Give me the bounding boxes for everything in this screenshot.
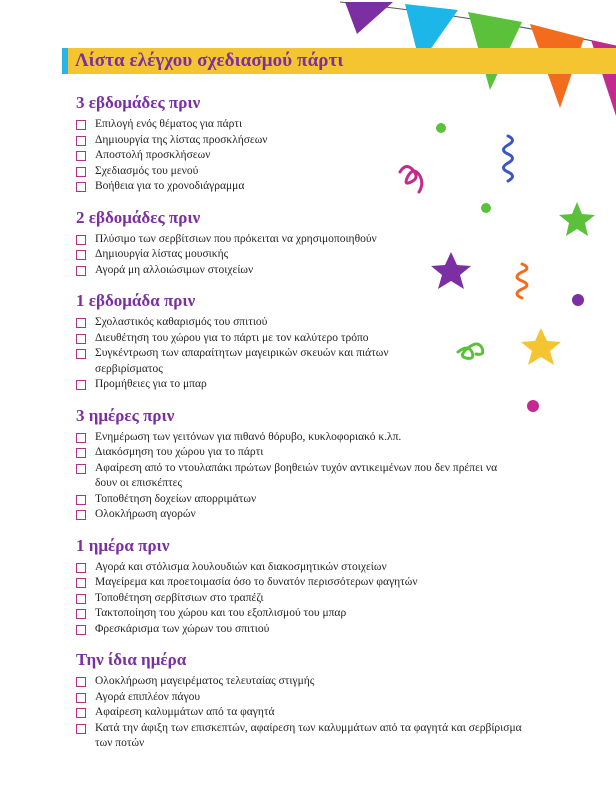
checklist xyxy=(76,92,536,764)
section-heading: 1 ημέρα πριν xyxy=(76,535,170,555)
task-label: Αγορά και στόλισμα λουλουδιών και διακοσμητικών στοιχείων xyxy=(95,560,387,573)
task-label: Αγορά επιπλέον πάγου xyxy=(95,690,201,703)
checklist-item xyxy=(76,622,536,638)
checklist-item xyxy=(76,507,536,523)
checklist-item xyxy=(76,461,536,492)
task-label: Τακτοποίηση του χώρου και του εξοπλισμού του μπαρ xyxy=(95,607,347,619)
task-label: Δημιουργία λίστας μουσικής xyxy=(95,248,229,260)
checkbox[interactable] xyxy=(76,563,86,573)
section-heading: 2 εβδομάδες πριν xyxy=(76,207,201,227)
checkbox[interactable] xyxy=(76,433,86,443)
checkbox[interactable] xyxy=(76,235,86,245)
checkbox[interactable] xyxy=(76,380,86,390)
task-label: Ολοκλήρωση μαγειρέματος τελευταίας στιγμής xyxy=(95,675,315,687)
task-label: Βοήθεια για το χρονοδιάγραμμα xyxy=(95,180,245,192)
checklist-item xyxy=(76,346,536,377)
task-label: Κατά την άφιξη των επισκεπτών, αφαίρεση των καλυμμάτων από τα φαγητά και σερβίρισμα των ποτών xyxy=(95,721,522,749)
task-label: Αφαίρεση από το ντουλαπάκι πρώτων βοηθειών τυχόν αντικειμένων που δεν πρέπει να δουν οι επισκέπτες xyxy=(95,461,498,489)
checkbox[interactable] xyxy=(76,578,86,588)
task-label: Φρεσκάρισμα των χώρων του σπιτιού xyxy=(95,622,270,635)
task-label: Συγκέντρωση των απαραίτητων μαγειρικών σκευών και πιάτων σερβιρίσματος xyxy=(95,347,389,375)
checklist-item xyxy=(76,331,536,347)
section-heading: Την ίδια ημέρα xyxy=(76,650,187,669)
confetti-dot-purple xyxy=(572,294,584,306)
checkbox[interactable] xyxy=(76,609,86,619)
checkbox[interactable] xyxy=(76,594,86,604)
task-list xyxy=(76,315,536,393)
checkbox[interactable] xyxy=(76,693,86,703)
checklist-item xyxy=(76,164,536,180)
checklist-item xyxy=(76,674,536,690)
checkbox[interactable] xyxy=(76,724,86,734)
section-heading: 3 εβδομάδες πριν xyxy=(76,93,201,112)
section-2-weeks-before xyxy=(76,207,536,279)
task-label: Ολοκλήρωση αγορών xyxy=(95,508,196,520)
checkbox[interactable] xyxy=(76,167,86,177)
checkbox[interactable] xyxy=(76,120,86,130)
checkbox[interactable] xyxy=(76,708,86,718)
checklist-item xyxy=(76,430,536,446)
bunting-flag-purple xyxy=(345,2,393,34)
checklist-item xyxy=(76,377,536,393)
checkbox[interactable] xyxy=(76,334,86,344)
checklist-item xyxy=(76,179,536,195)
checklist-item xyxy=(76,591,536,607)
checkbox[interactable] xyxy=(76,625,86,635)
task-list xyxy=(76,232,536,279)
checklist-item xyxy=(76,560,536,576)
section-same-day xyxy=(76,649,536,752)
task-label: Αφαίρεση καλυμμάτων από τα φαγητά xyxy=(95,706,275,718)
task-label: Προμήθειες για το μπαρ xyxy=(95,378,207,390)
checkbox[interactable] xyxy=(76,250,86,260)
checklist-item xyxy=(76,705,536,721)
checklist-item xyxy=(76,690,536,706)
section-3-weeks-before xyxy=(76,92,536,195)
checklist-item xyxy=(76,148,536,164)
star-green-icon xyxy=(559,202,595,236)
task-label: Δημιουργία της λίστας προσκλήσεων xyxy=(95,133,268,146)
checklist-item xyxy=(76,606,536,622)
checkbox[interactable] xyxy=(76,510,86,520)
task-label: Διευθέτηση του χώρου για το πάρτι με τον καλύτερο τρόπο xyxy=(95,331,369,344)
section-1-day-before xyxy=(76,535,536,638)
checkbox[interactable] xyxy=(76,464,86,474)
checkbox[interactable] xyxy=(76,677,86,687)
task-label: Ενημέρωση των γειτόνων για πιθανό θόρυβο, κυκλοφοριακό κ.λπ. xyxy=(95,430,402,443)
checkbox[interactable] xyxy=(76,136,86,146)
task-label: Σχολαστικός καθαρισμός του σπιτιού xyxy=(95,316,268,328)
title-accent-bar xyxy=(62,48,68,74)
task-list xyxy=(76,117,536,195)
section-heading: 1 εβδομάδα πριν xyxy=(76,291,196,310)
checklist-item xyxy=(76,575,536,591)
task-label: Μαγείρεμα και προετοιμασία όσο το δυνατόν περισσότερων φαγητών xyxy=(95,576,418,588)
section-3-days-before xyxy=(76,405,536,523)
checkbox[interactable] xyxy=(76,349,86,359)
section-heading: 3 ημέρες πριν xyxy=(76,405,175,425)
task-label: Πλύσιμο των σερβίτσιων που πρόκειται να χρησιμοποιηθούν xyxy=(95,232,377,245)
task-label: Τοποθέτηση σερβίτσιων στο τραπέζι xyxy=(95,591,264,604)
checklist-item xyxy=(76,492,536,508)
page-title: Λίστα ελέγχου σχεδιασμού πάρτι xyxy=(75,50,344,71)
task-label: Επιλογή ενός θέματος για πάρτι xyxy=(95,118,243,130)
checklist-item xyxy=(76,263,536,279)
section-1-week-before xyxy=(76,290,536,393)
checkbox[interactable] xyxy=(76,448,86,458)
checklist-item xyxy=(76,445,536,461)
checklist-item xyxy=(76,232,536,248)
task-list xyxy=(76,430,536,523)
checkbox[interactable] xyxy=(76,318,86,328)
task-label: Αγορά μη αλλοιώσιμων στοιχείων xyxy=(95,263,254,276)
checklist-item xyxy=(76,315,536,331)
task-label: Σχεδιασμός του μενού xyxy=(95,164,199,177)
checkbox[interactable] xyxy=(76,151,86,161)
checklist-item xyxy=(76,117,536,133)
checklist-item xyxy=(76,721,536,752)
checkbox[interactable] xyxy=(76,182,86,192)
task-label: Αποστολή προσκλήσεων xyxy=(95,149,211,161)
task-label: Τοποθέτηση δοχείων απορριμάτων xyxy=(95,492,257,505)
task-list xyxy=(76,674,536,752)
checkbox[interactable] xyxy=(76,266,86,276)
checklist-item xyxy=(76,133,536,149)
checkbox[interactable] xyxy=(76,495,86,505)
task-label: Διακόσμηση του χώρου για το πάρτι xyxy=(95,446,264,458)
checklist-item xyxy=(76,247,536,263)
task-list xyxy=(76,560,536,638)
